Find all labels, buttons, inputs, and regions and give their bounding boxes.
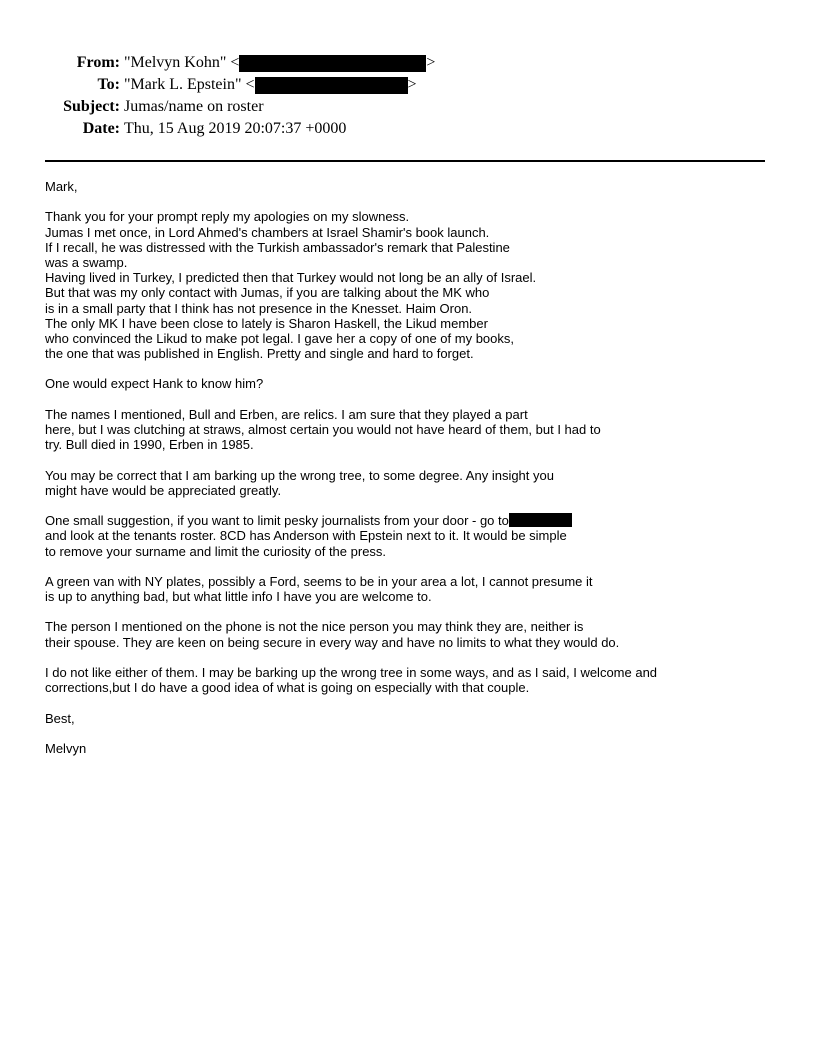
header-divider — [45, 160, 765, 162]
paragraph-line: You may be correct that I am barking up the wrong tree, to some degree. Any insight you — [45, 467, 554, 483]
paragraph — [45, 468, 785, 498]
paragraph — [45, 665, 785, 695]
header-subject — [0, 96, 700, 118]
from-bracket: > — [426, 54, 436, 71]
header-to — [0, 74, 700, 96]
paragraph-line: The only MK I have been close to lately is Sharon Haskell, the Likud member — [45, 315, 488, 331]
paragraph-line: The person I mentioned on the phone is not the nice person you may think they are, neither is — [45, 619, 584, 635]
paragraph-line — [45, 513, 785, 528]
paragraph-line: A green van with NY plates, possibly a Ford, seems to be in your area a lot, I cannot presume it — [45, 573, 593, 589]
paragraph-line: The names I mentioned, Bull and Erben, are relics. I am sure that they played a part — [45, 406, 528, 422]
paragraph-line: is in a small party that I think has not presence in the Knesset. Haim Oron. — [45, 300, 473, 316]
paragraph — [45, 376, 785, 391]
paragraph-line: might have would be appreciated greatly. — [45, 482, 282, 498]
header-from — [0, 52, 700, 74]
paragraph-line: try. Bull died in 1990, Erben in 1985. — [45, 437, 254, 453]
to-bracket: > — [407, 76, 417, 93]
header-date — [0, 118, 700, 140]
to-value: "Mark L. Epstein" < — [124, 76, 255, 93]
from-label: From: — [76, 54, 120, 71]
line-text: One small suggestion, if you want to limit pesky journalists from your door - go to — [45, 513, 509, 529]
paragraph — [45, 407, 785, 453]
paragraph-line: Jumas I met once, in Lord Ahmed's chambers at Israel Shamir's book launch. — [45, 224, 490, 240]
paragraph-line: If I recall, he was distressed with the Turkish ambassador's remark that Palestine — [45, 239, 510, 255]
paragraph-line: was a swamp. — [45, 254, 128, 270]
from-value: "Melvyn Kohn" < — [124, 54, 240, 71]
paragraph-line: Thank you for your prompt reply my apologies on my slowness. — [45, 209, 410, 225]
email-body — [45, 179, 785, 756]
paragraph-line: One would expect Hank to know him? — [45, 376, 264, 392]
redaction-box — [509, 513, 572, 527]
to-label: To: — [97, 76, 120, 93]
paragraph — [45, 528, 785, 558]
paragraph-line: corrections,but I do have a good idea of what is going on especially with that couple. — [45, 680, 530, 696]
date-value: Thu, 15 Aug 2019 20:07:37 +0000 — [124, 120, 347, 137]
subject-value: Jumas/name on roster — [124, 98, 264, 115]
subject-label: Subject: — [63, 98, 120, 115]
paragraph-line: Having lived in Turkey, I predicted then that Turkey would not long be an ally of Israel. — [45, 270, 537, 286]
paragraph-line: is up to anything bad, but what little info I have you are welcome to. — [45, 589, 432, 605]
signature: Melvyn — [45, 740, 87, 756]
paragraph-line: here, but I was clutching at straws, almost certain you would not have heard of them, but I had to — [45, 422, 601, 437]
paragraph-line: who convinced the Likud to make pot legal. I gave her a copy of one of my books, — [45, 330, 515, 346]
paragraph — [45, 574, 785, 604]
redaction-box — [239, 55, 426, 72]
paragraph — [45, 619, 785, 649]
paragraph-line: and look at the tenants roster. 8CD has Anderson with Epstein next to it. It would be simple — [45, 528, 567, 544]
paragraph-line: But that was my only contact with Jumas, if you are talking about the MK who — [45, 285, 490, 301]
date-label: Date: — [82, 120, 120, 137]
redaction-box — [255, 77, 408, 94]
paragraph-line: I do not like either of them. I may be barking up the wrong tree in some ways, and as I said, I welcome and — [45, 665, 658, 680]
paragraph — [45, 209, 785, 361]
paragraph-line: their spouse. They are keen on being secure in every way and have no limits to what they would do. — [45, 634, 620, 650]
paragraph-line: to remove your surname and limit the curiosity of the press. — [45, 543, 387, 559]
greeting: Mark, — [45, 179, 78, 194]
paragraph-line: the one that was published in English. Pretty and single and hard to forget. — [45, 346, 474, 362]
closing: Best, — [45, 710, 75, 726]
